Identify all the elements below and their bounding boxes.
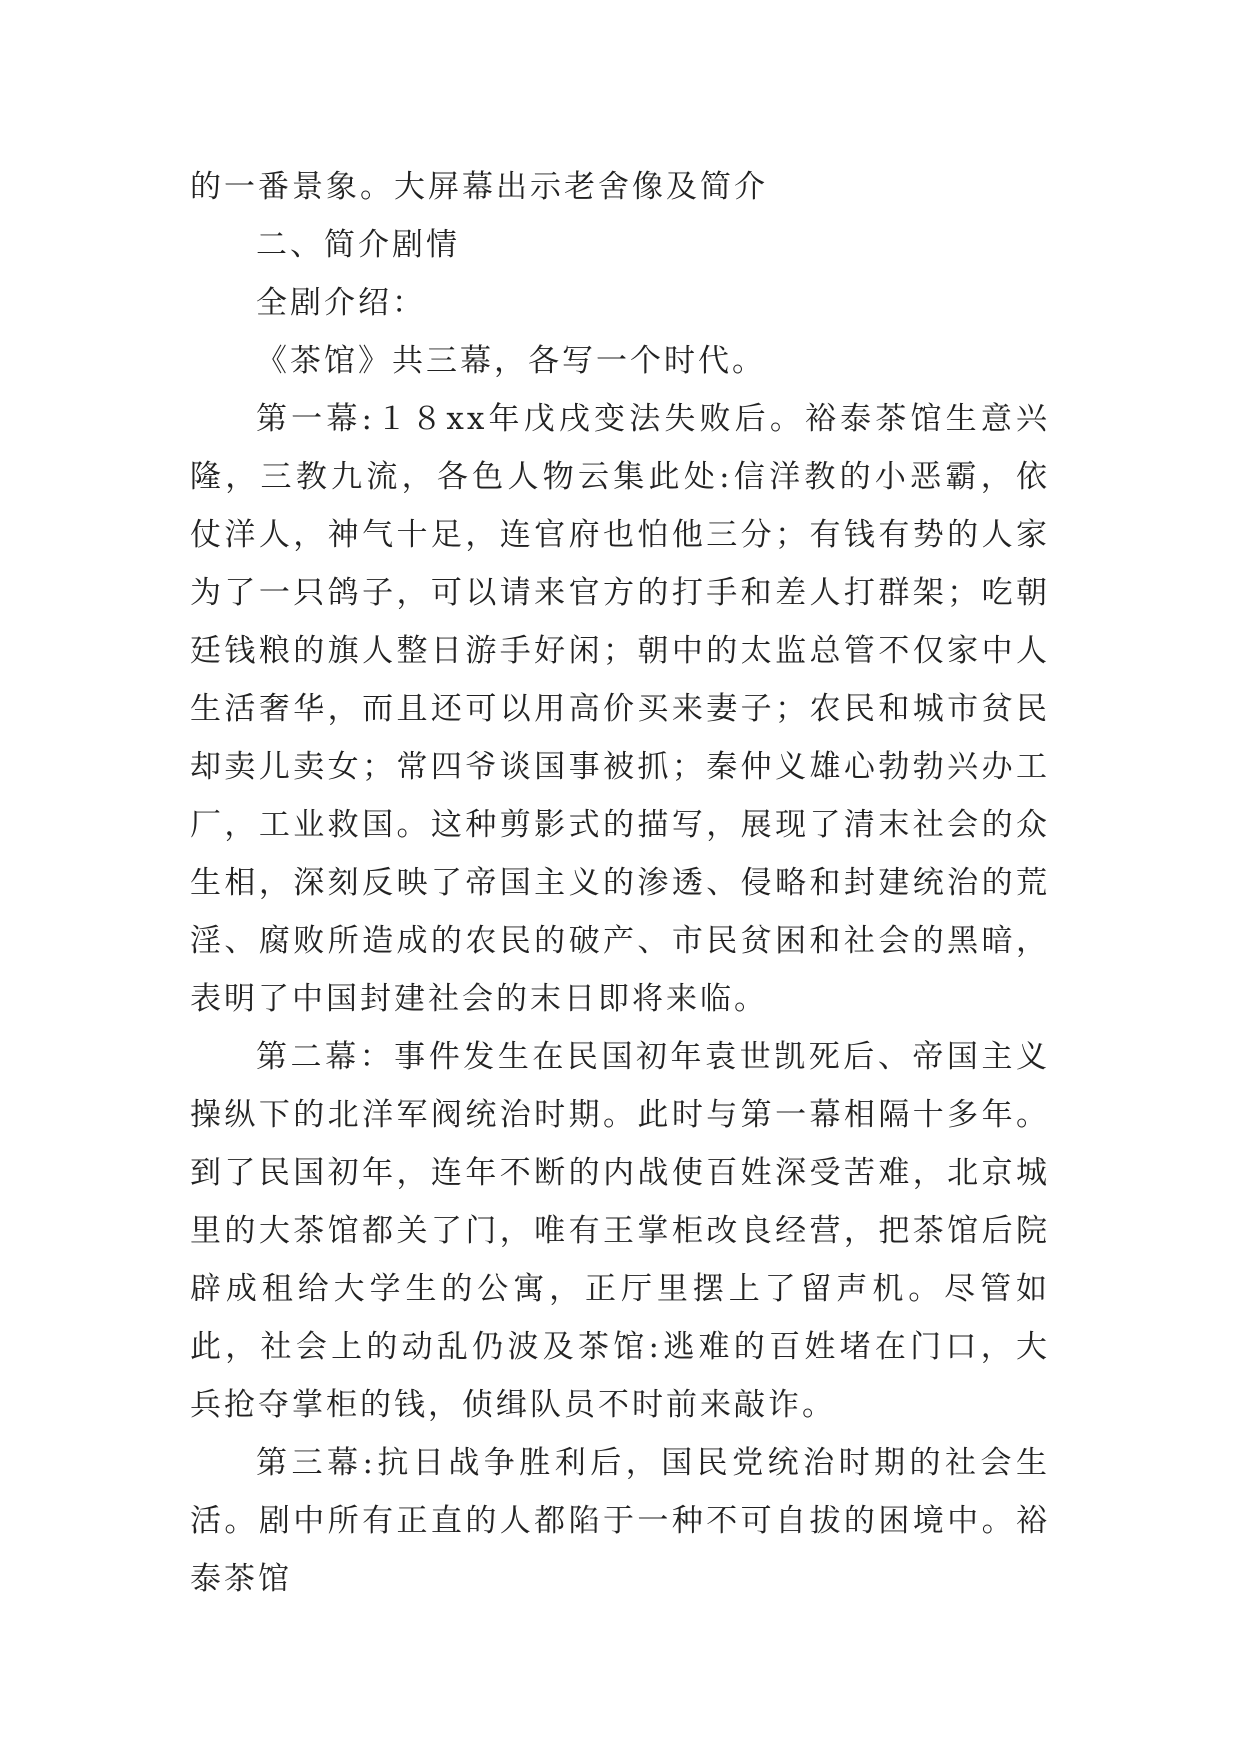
subheading-full-play-intro: 全剧介绍： [256, 285, 426, 321]
paragraph-act-one: 第一幕:１８xx年戊戌变法失败后。裕泰茶馆生意兴隆，三教九流，各色人物云集此处:信洋教的小恶霸，依仗洋人，神气十足，连官府也怕他三分；有钱有势的人家为了一只鸽子，可以请来官方的打手和差人打群架；吃朝廷钱粮的旗人整日游手好闲；朝中的太监总管不仅家中人生活奢华，而且还可以用高价买来妻子；农民和城市贫民却卖儿卖女；常四爷谈国事被抓；秦仲义雄心勃勃兴办工厂，工业救国。这种剪影式的描写，展现了清末社会的众生相，深刻反映了帝国主义的渗透、侵略和封建统治的荒淫、腐败所造成的农民的破产、市民贫困和社会的黑暗，表明了中国封建社会的末日即将来临。 [190, 401, 1050, 1017]
section-heading-plot-summary: 二、简介剧情 [256, 227, 460, 263]
paragraph-act-two: 第二幕：事件发生在民国初年袁世凯死后、帝国主义操纵下的北洋军阀统治时期。此时与第一幕相隔十多年。到了民国初年，连年不断的内战使百姓深受苦难，北京城里的大茶馆都关了门，唯有王掌柜改良经营，把茶馆后院辟成租给大学生的公寓，正厅里摆上了留声机。尽管如此，社会上的动乱仍波及茶馆:逃难的百姓堵在门口，大兵抢夺掌柜的钱，侦缉队员不时前来敲诈。 [190, 1039, 1050, 1423]
paragraph-scene-continuation: 的一番景象。大屏幕出示老舍像及简介 [190, 169, 768, 205]
paragraph-act-three: 第三幕:抗日战争胜利后，国民党统治时期的社会生活。剧中所有正直的人都陷于一种不可自拔的困境中。裕泰茶馆 [190, 1445, 1050, 1597]
document-body [190, 158, 1050, 1608]
paragraph-overview: 《茶馆》共三幕，各写一个时代。 [256, 343, 766, 379]
